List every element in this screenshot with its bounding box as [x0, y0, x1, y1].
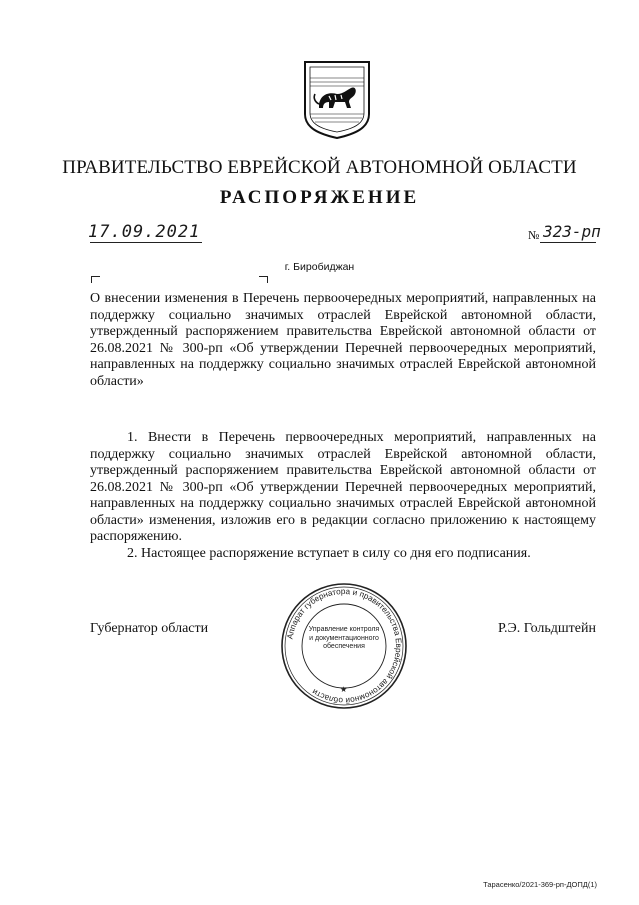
city: г. Биробиджан	[284, 261, 355, 273]
official-seal	[280, 582, 408, 710]
seal-star-icon: ★	[340, 685, 348, 694]
document-date: 17.09.2021	[88, 222, 201, 242]
document-subject: О внесении изменения в Перечень первоочередных мероприятий, направленных на поддержку социально значимых отраслей Еврейской автономной области, утвержденный распоряжением правительства Еврейской автономной области от 26.08.2021 № 300-рп «Об утверждении Перечней первоочередных мероприятий, направленных на поддержку социально значимых отраслей Еврейской автономной области»	[90, 291, 596, 389]
government-title: ПРАВИТЕЛЬСТВО ЕВРЕЙСКОЙ АВТОНОМНОЙ ОБЛАСТИ	[62, 157, 577, 178]
subject-bracket-right	[259, 276, 268, 283]
seal-inner-text: Управление контроля и документационного обеспечения	[308, 626, 380, 650]
signatory-position: Губернатор области	[90, 621, 209, 636]
body-paragraph-2: 2. Настоящее распоряжение вступает в силу со дня его подписания.	[127, 545, 531, 561]
number-label: №	[528, 228, 540, 242]
date-underline	[90, 242, 202, 243]
document-code: Тарасенко/2021-369-рп-ДОПД(1)	[483, 880, 597, 889]
body-paragraph-1: 1. Внести в Перечень первоочередных мероприятий, направленных на поддержку социально значимых отраслей Еврейской автономной области, утвержденный распоряжением правительства Еврейской автономной области от 26.08.2021 № 300-рп «Об утверждении Перечней первоочередных мероприятий, направленных на поддержку социально значимых отраслей Еврейской автономной области» изменения, изложив его в редакции согласно приложению к настоящему распоряжению.	[90, 430, 596, 544]
document-number: 323-рп	[543, 222, 601, 241]
number-underline	[540, 242, 596, 243]
seal-outer-text: Аппарат губернатора и правительства Еврейской автономной области	[285, 586, 404, 706]
coat-of-arms-tiger-icon	[299, 58, 375, 140]
signatory-name: Р.Э. Гольдштейн	[497, 621, 596, 636]
document-type: РАСПОРЯЖЕНИЕ	[219, 187, 420, 208]
document-body	[90, 430, 596, 562]
subject-bracket-left	[91, 276, 100, 283]
